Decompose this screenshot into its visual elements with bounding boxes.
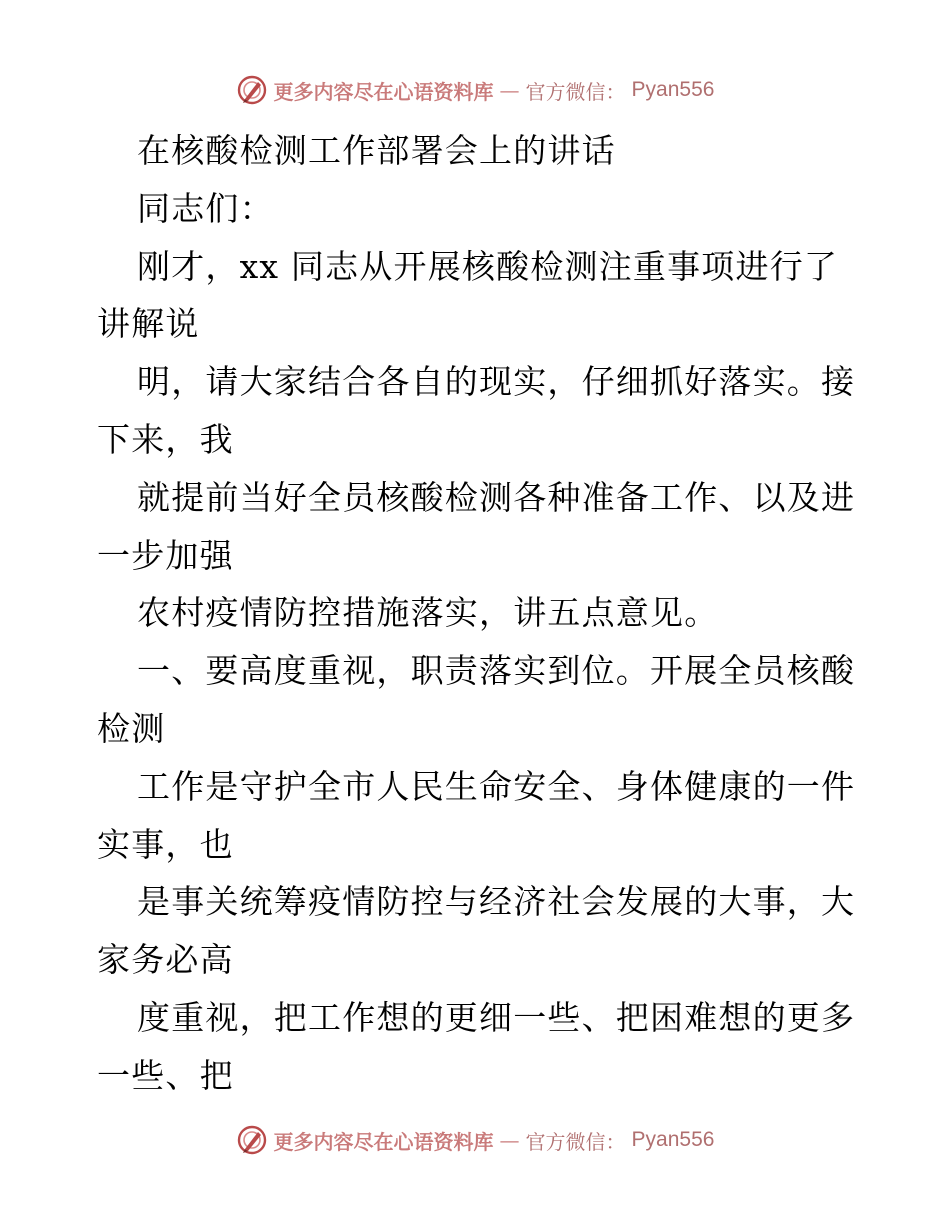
- watermark-main-text: 更多内容尽在心语资料库: [273, 1129, 494, 1154]
- watermark-dash: —: [499, 78, 520, 102]
- paragraph-line: 实事，也: [97, 824, 234, 864]
- paragraph-line: 下来，我: [97, 419, 234, 459]
- watermark-footer: [0, 1120, 950, 1160]
- paragraph-line: 检测: [97, 708, 166, 748]
- paragraph-line: 就提前当好全员核酸检测各种准备工作、以及进: [137, 477, 856, 517]
- paragraph-line: 农村疫情防控措施落实，讲五点意见。: [137, 593, 719, 633]
- watermark-dash: —: [499, 1128, 520, 1152]
- watermark-official-label: 官方微信：: [525, 79, 626, 104]
- paragraph-line: 讲解说: [97, 304, 200, 344]
- watermark-wechat-id: Pyan556: [631, 78, 715, 101]
- paragraph-line: 是事关统筹疫情防控与经济社会发展的大事，大: [137, 882, 856, 922]
- paragraph-line: 刚才，xx 同志从开展核酸检测注重事项进行了: [137, 246, 839, 286]
- pen-logo-icon: [236, 1124, 268, 1156]
- paragraph-line: 度重视，把工作想的更细一些、把困难想的更多: [137, 997, 856, 1037]
- watermark-main-text: 更多内容尽在心语资料库: [273, 79, 494, 104]
- document-title: 在核酸检测工作部署会上的讲话: [137, 131, 616, 170]
- document-body: [97, 122, 857, 1105]
- watermark-header: [0, 70, 950, 110]
- paragraph-line: 一步加强: [97, 535, 234, 575]
- paragraph-line: 一些、把: [97, 1055, 234, 1095]
- watermark-wechat-id: Pyan556: [631, 1128, 715, 1151]
- watermark-official-label: 官方微信：: [525, 1129, 626, 1154]
- paragraph-line: 工作是守护全市人民生命安全、身体健康的一件: [137, 766, 856, 806]
- paragraph-line: 明，请大家结合各自的现实，仔细抓好落实。接: [137, 362, 856, 402]
- paragraph-line: 家务必高: [97, 940, 234, 980]
- salutation: 同志们：: [137, 188, 274, 228]
- section-heading-line: 一、要高度重视，职责落实到位。开展全员核酸: [137, 651, 856, 691]
- pen-logo-icon: [236, 74, 268, 106]
